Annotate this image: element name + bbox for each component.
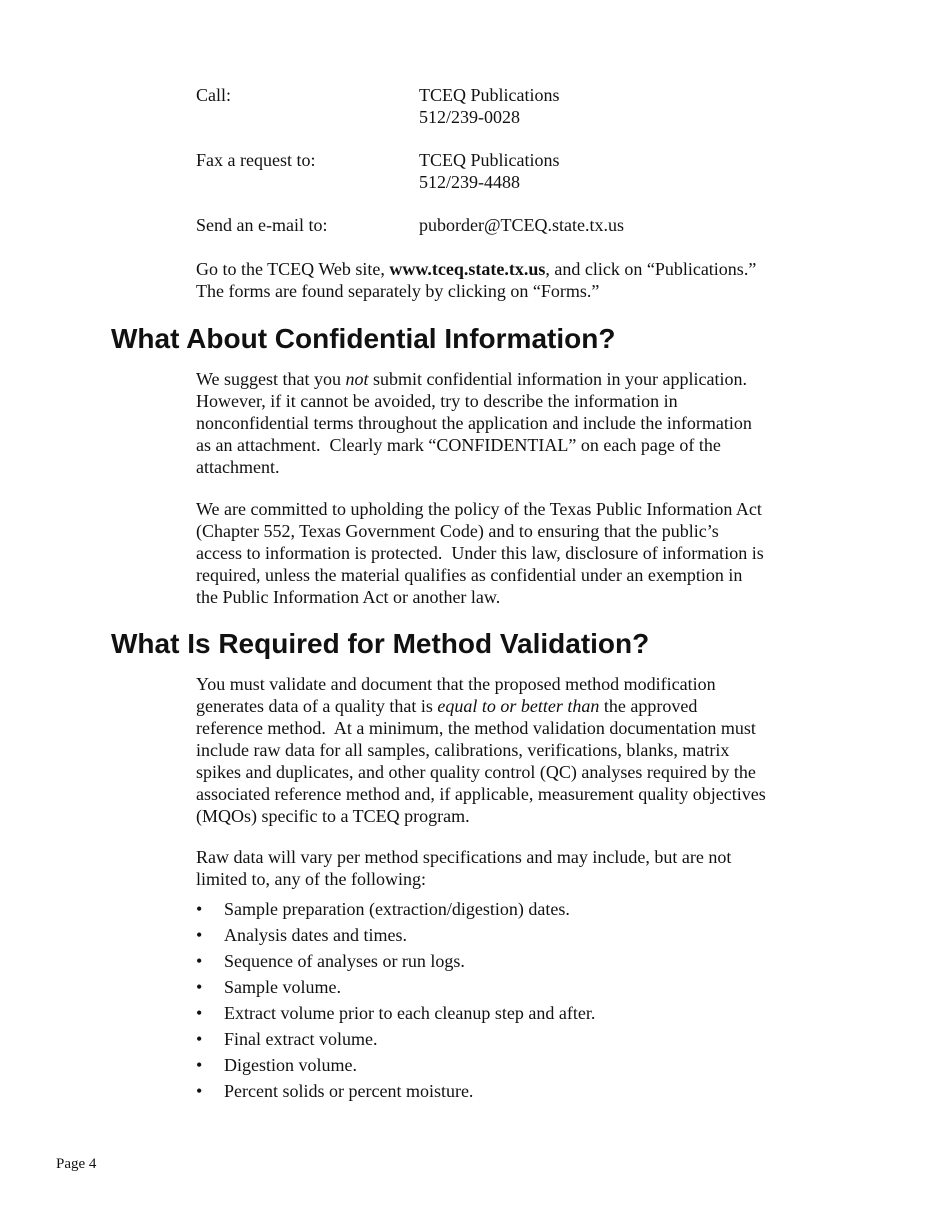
contact-label: Send an e-mail to: — [196, 215, 328, 235]
contact-value-line: TCEQ Publications — [419, 85, 560, 105]
list-item-text: Final extract volume. — [224, 1029, 378, 1049]
list-item-text: Digestion volume. — [224, 1055, 357, 1075]
list-item — [196, 950, 595, 976]
list-item — [196, 898, 595, 924]
contact-label: Call: — [196, 85, 231, 105]
text-run: the approved reference method. At a minimum, the method validation documentation must include raw data for all samples, calibrations, verifications, blanks, matrix spikes and duplicates, and other quality control (QC) analyses required by the associated reference method and, if applicable, measurement quality objectives (MQOs) specific to a TCEQ program. — [196, 696, 766, 826]
bullet-icon: • — [196, 1003, 203, 1023]
list-item — [196, 1080, 595, 1106]
list-item-text: Extract volume prior to each cleanup step and after. — [224, 1003, 596, 1023]
contact-value — [419, 84, 560, 128]
bullet-icon: • — [196, 899, 203, 919]
confidential-paragraph-2: We are committed to upholding the policy of the Texas Public Information Act (Chapter 552, Texas Government Code) and to ensuring that the public’s access to information is protected. Under this law, disclosure of information is required, unless the material qualifies as confidential under an exemption in the Public Information Act or another law. — [196, 499, 764, 607]
list-item-text: Analysis dates and times. — [224, 925, 407, 945]
section-heading-confidential: What About Confidential Information? — [111, 323, 616, 354]
emphasis-not: not — [345, 369, 369, 389]
emphasis-equal-or-better: equal to or better than — [437, 696, 600, 716]
web-site-link[interactable]: www.tceq.state.tx.us — [389, 259, 546, 279]
email-address: puborder@TCEQ.state.tx.us — [419, 215, 625, 235]
section-heading-method-validation: What Is Required for Method Validation? — [111, 628, 650, 659]
contact-phone: 512/239-0028 — [419, 107, 520, 127]
page-number: Page 4 — [56, 1156, 97, 1172]
bullet-icon: • — [196, 951, 203, 971]
contact-value-line: TCEQ Publications — [419, 150, 560, 170]
list-item-text: Sample volume. — [224, 977, 341, 997]
bullet-icon: • — [196, 925, 203, 945]
list-item-text: Percent solids or percent moisture. — [224, 1081, 474, 1101]
list-item — [196, 924, 595, 950]
list-item — [196, 1028, 595, 1054]
bullet-icon: • — [196, 1029, 203, 1049]
text-run: We suggest that you — [196, 369, 346, 389]
bullet-icon: • — [196, 1055, 203, 1075]
text-run: submit confidential information in your application. However, if it cannot be avoided, try to describe the information in nonconfidential terms throughout the application and include the information as an attachment. Clearly mark “CONFIDENTIAL” on each page of the attachment. — [196, 369, 752, 477]
web-text-before: Go to the TCEQ Web site, — [196, 259, 390, 279]
confidential-paragraph-1 — [196, 368, 766, 478]
list-item-text: Sample preparation (extraction/digestion) dates. — [224, 899, 570, 919]
contact-label: Fax a request to: — [196, 150, 316, 170]
text-run: You must validate and document that the proposed method modification generates data of a quality that is — [196, 674, 716, 716]
contact-value — [419, 149, 560, 193]
contact-value — [419, 214, 624, 236]
raw-data-bullet-list — [196, 898, 595, 1106]
bullet-icon: • — [196, 977, 203, 997]
list-item — [196, 1002, 595, 1028]
list-item — [196, 1054, 595, 1080]
list-item — [196, 976, 595, 1002]
bullet-icon: • — [196, 1081, 203, 1101]
validation-paragraph-2: Raw data will vary per method specifications and may include, but are not limited to, any of the following: — [196, 847, 732, 889]
list-item-text: Sequence of analyses or run logs. — [224, 951, 465, 971]
contact-phone: 512/239-4488 — [419, 172, 520, 192]
web-site-paragraph — [196, 258, 766, 302]
web-text-after: , and click on “Publications.” The forms are found separately by clicking on “Forms.” — [196, 259, 757, 301]
validation-paragraph-1 — [196, 673, 766, 827]
